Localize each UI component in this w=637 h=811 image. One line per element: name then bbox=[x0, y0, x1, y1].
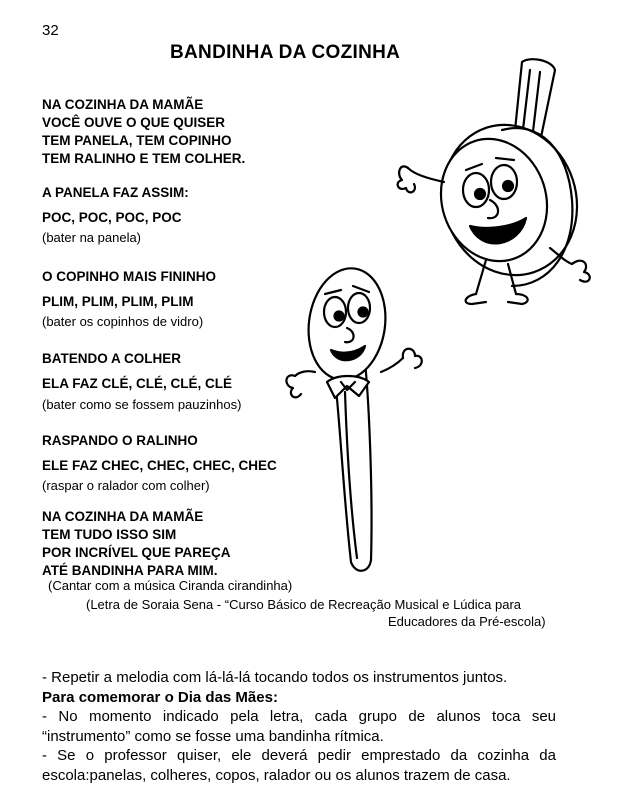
verse-line: NA COZINHA DA MAMÃE bbox=[42, 97, 204, 112]
note-item-2: - Se o professor quiser, ele deverá pedir emprestado da cozinha da escola:panelas, colheres, copos, ralador ou os alunos trazem de casa. bbox=[42, 747, 556, 784]
verse-line: TEM RALINHO E TEM COLHER. bbox=[42, 151, 246, 166]
verse-line: RASPANDO O RALINHO bbox=[42, 433, 198, 448]
verse-line: ELE FAZ CHEC, CHEC, CHEC, CHEC bbox=[42, 458, 277, 473]
teacher-notes bbox=[42, 668, 556, 785]
note-repeat: - Repetir a melodia com lá-lá-lá tocando todos os instrumentos juntos. bbox=[42, 669, 508, 686]
stanza-opening bbox=[42, 96, 245, 168]
verse-line: O COPINHO MAIS FININHO bbox=[42, 269, 217, 284]
credit-line-1: (Letra de Soraia Sena - “Curso Básico de Recreação Musical e Lúdica para bbox=[86, 597, 522, 612]
spoon-character-illustration bbox=[285, 262, 435, 582]
stanza-ralinho bbox=[42, 428, 277, 478]
page-number: 32 bbox=[42, 22, 59, 39]
instruction-panela: (bater na panela) bbox=[42, 230, 142, 245]
verse-line: BATENDO A COLHER bbox=[42, 351, 181, 366]
verse-line: TEM PANELA, TEM COPINHO bbox=[42, 133, 232, 148]
instruction-copinho: (bater os copinhos de vidro) bbox=[42, 314, 204, 329]
credit-line-2: Educadores da Pré-escola) bbox=[388, 614, 546, 629]
instruction-ralinho: (raspar o ralador com colher) bbox=[42, 478, 210, 493]
verse-line: PLIM, PLIM, PLIM, PLIM bbox=[42, 294, 194, 309]
page-title: BANDINHA DA COZINHA bbox=[170, 42, 401, 63]
verse-line: NA COZINHA DA MAMÃE bbox=[42, 509, 204, 524]
verse-line: POC, POC, POC, POC bbox=[42, 210, 182, 225]
instruction-colher: (bater como se fossem pauzinhos) bbox=[42, 397, 242, 412]
song-note: (Cantar com a música Ciranda cirandinha) bbox=[48, 578, 293, 593]
note-item-1: - No momento indicado pela letra, cada grupo de alunos toca seu “instrumento” como se fosse uma bandinha rítmica. bbox=[42, 708, 556, 745]
stanza-colher bbox=[42, 346, 232, 396]
stanza-copinho bbox=[42, 264, 216, 314]
verse-line: VOCÊ OUVE O QUE QUISER bbox=[42, 115, 226, 130]
verse-line: ELA FAZ CLÉ, CLÉ, CLÉ, CLÉ bbox=[42, 376, 233, 391]
stanza-closing bbox=[42, 508, 231, 580]
verse-line: ATÉ BANDINHA PARA MIM. bbox=[42, 563, 218, 578]
verse-line: POR INCRÍVEL QUE PAREÇA bbox=[42, 545, 231, 560]
verse-line: A PANELA FAZ ASSIM: bbox=[42, 185, 189, 200]
note-heading: Para comemorar o Dia das Mães: bbox=[42, 688, 278, 706]
verse-line: TEM TUDO ISSO SIM bbox=[42, 527, 177, 542]
stanza-panela bbox=[42, 180, 189, 230]
